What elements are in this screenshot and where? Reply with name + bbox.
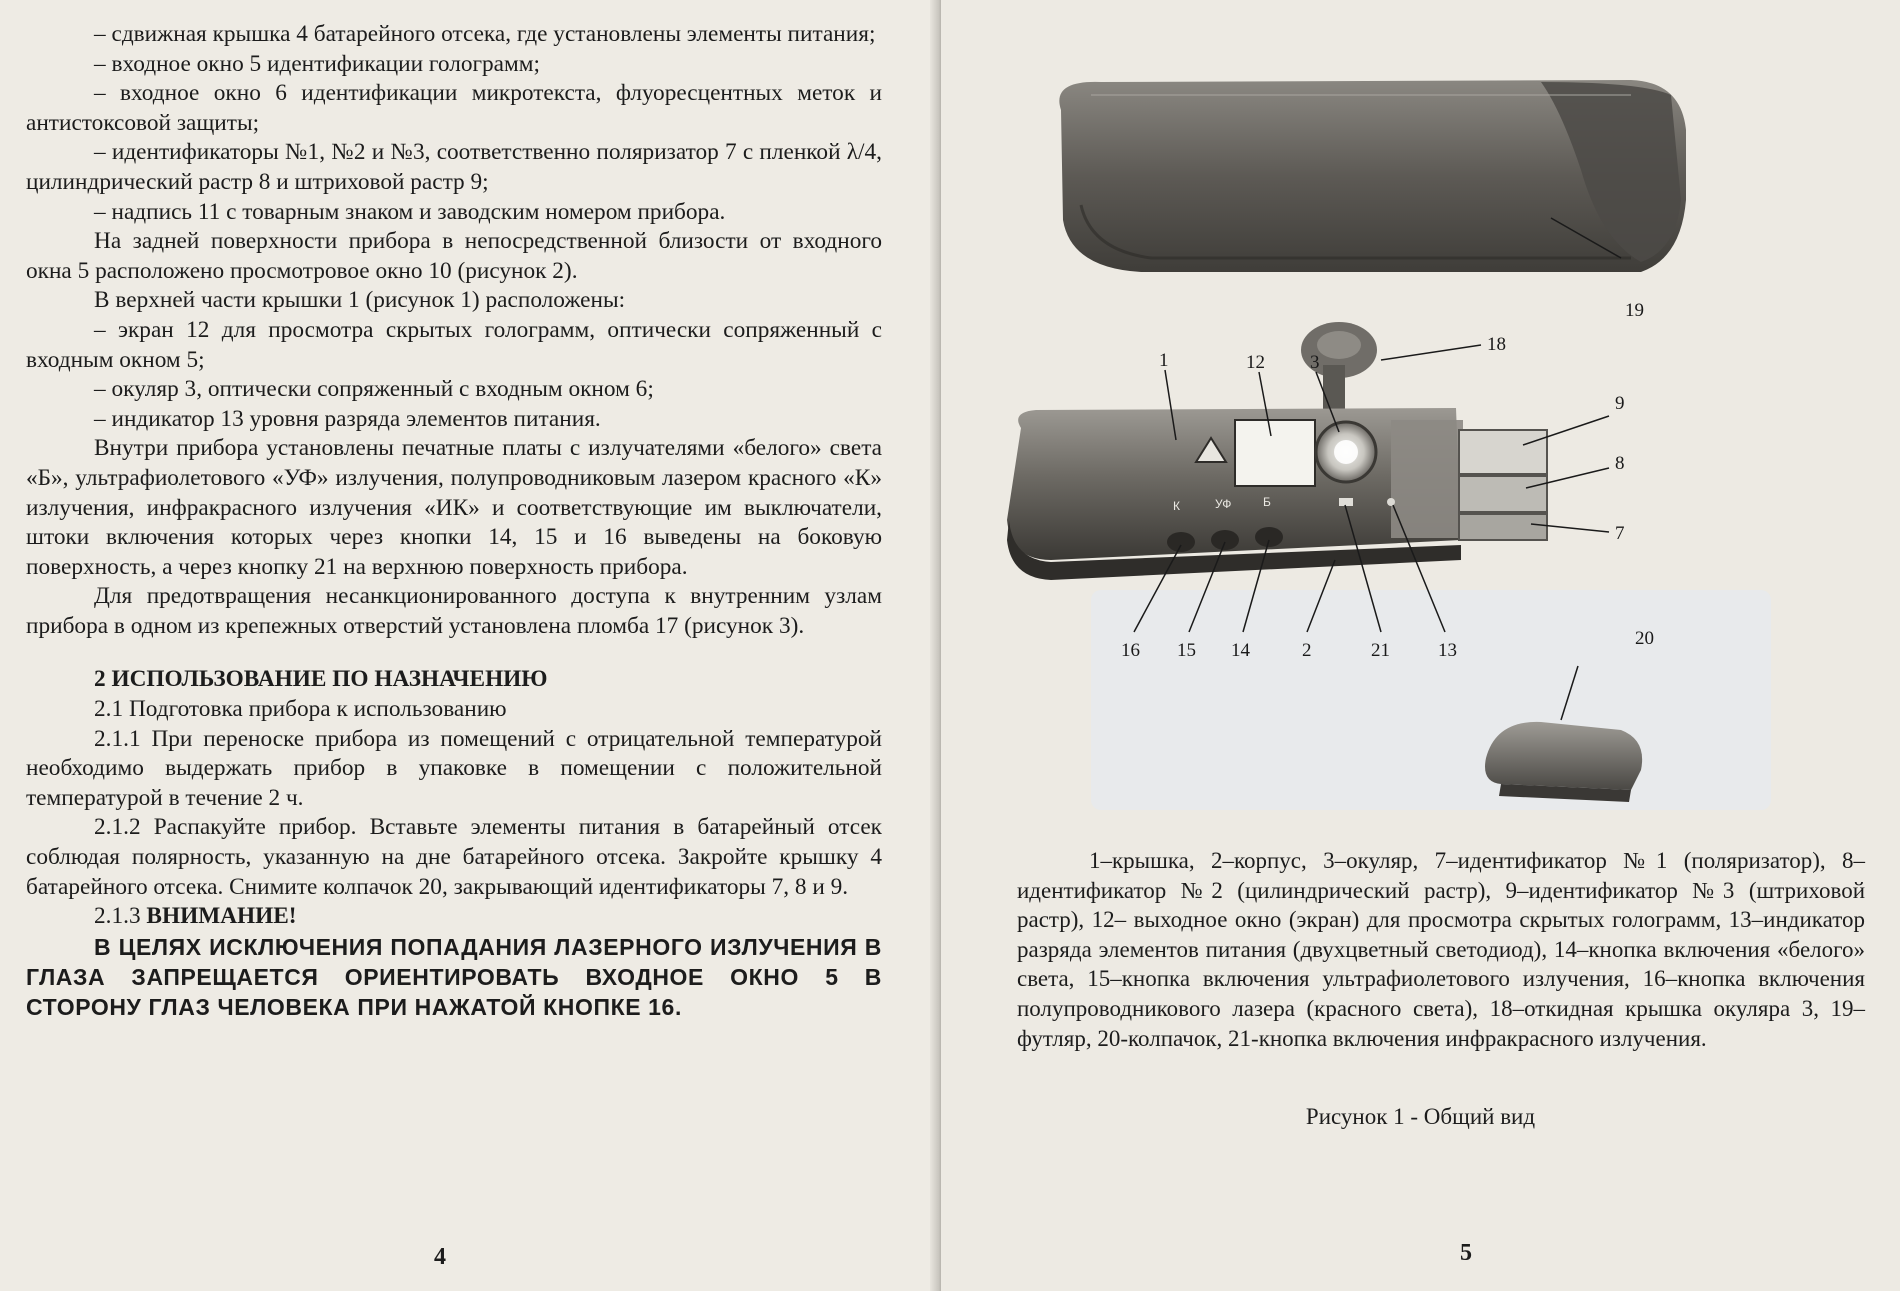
- subsection-title: 2.1 Подготовка прибора к использованию: [94, 696, 507, 723]
- callout-7: 7: [1615, 523, 1625, 544]
- paragraph: На задней поверхности прибора в непосредственной близости от входного окна 5 расположено просмотровое окно 10 (рисунок 2).: [26, 228, 882, 284]
- callout-20: 20: [1635, 628, 1654, 649]
- callout-21: 21: [1371, 640, 1390, 661]
- warning-text: В ЦЕЛЯХ ИСКЛЮЧЕНИЯ ПОПАДАНИЯ ЛАЗЕРНОГО ИЗЛУЧЕНИЯ В ГЛАЗА ЗАПРЕЩАЕТСЯ ОРИЕНТИРОВАТЬ ВХОДНОЕ ОКНО 5 В СТОРОНУ ГЛАЗ ЧЕЛОВЕКА ПРИ НАЖАТОЙ КНОПКЕ 16.: [26, 933, 882, 1020]
- callout-18: 18: [1487, 334, 1506, 355]
- paragraph: – надпись 11 с товарным знаком и заводским номером прибора.: [94, 198, 726, 225]
- case-image: [1059, 80, 1686, 272]
- callout-3: 3: [1310, 352, 1320, 373]
- mark-k-label: К: [1173, 499, 1180, 513]
- callout-19: 19: [1625, 300, 1644, 321]
- left-page: [0, 0, 937, 1291]
- page-number-left: 4: [434, 1244, 446, 1270]
- callout-13: 13: [1438, 640, 1457, 661]
- paragraph: – экран 12 для просмотра скрытых голограмм, оптически сопряженный с входным окном 5;: [26, 316, 882, 373]
- callout-9: 9: [1615, 393, 1625, 414]
- callout-2: 2: [1302, 640, 1312, 661]
- device-body-image: [1007, 408, 1547, 580]
- warning-label: ВНИМАНИЕ!: [146, 903, 297, 930]
- paragraph: 2.1.1 При переноске прибора из помещений с отрицательной температурой необходимо выдержать прибор в упаковке в помещении с положительной температурой в течение 2 ч.: [26, 725, 882, 811]
- paragraph: – индикатор 13 уровня разряда элементов питания.: [94, 405, 601, 432]
- paragraph: – сдвижная крышка 4 батарейного отсека, где установлены элементы питания;: [94, 21, 876, 47]
- paragraph: – входное окно 6 идентификации микротекста, флуоресцентных меток и антистоксовой защиты;: [26, 80, 882, 136]
- device-figure: [941, 0, 1900, 1291]
- callout-14: 14: [1231, 640, 1250, 661]
- right-page: [941, 0, 1900, 1291]
- figure-title: Рисунок 1 - Общий вид: [1305, 1104, 1536, 1129]
- callout-15: 15: [1177, 640, 1196, 661]
- callout-8: 8: [1615, 453, 1625, 474]
- figure-caption: [1017, 846, 1865, 1053]
- caption-text: 1–крышка, 2–корпус, 3–окуляр, 7–идентификатор №1 (поляризатор), 8–идентификатор №2 (цилиндрический растр), 9–идентификатор №3 (штриховой растр), 12– выходное окно (экран) для просмотра скрытых голограмм, 13–индикатор разряда элементов питания (двухцветный светодиод), 14–кнопка включения «белого» света, 15–кнопка включения ультрафиолетового излучения, 16–кнопка включения полупроводникового лазера (красного света), 18–откидная крышка окуляра 3, 19–футляр, 20-колпачок, 21-кнопка включения инфракрасного излучения.: [1017, 848, 1865, 1051]
- paragraph: 2.1.2 Распакуйте прибор. Вставьте элементы питания в батарейный отсек соблюдая полярность, указанную на дне батарейного отсека. Закройте крышку 4 батарейного отсека. Снимите колпачок 20, закрывающий идентификаторы 7, 8 и 9.: [26, 814, 882, 900]
- warning-heading: [26, 902, 882, 932]
- mark-b-label: Б: [1263, 495, 1271, 509]
- page-number-right: 5: [1460, 1240, 1472, 1266]
- paragraph: Внутри прибора установлены печатные платы с излучателями «белого» света «Б», ультрафиолетового «УФ» излучения, полупроводниковым лазером красного «К» излучения, инфракрасного излучения «ИК» и соответствующие им выключатели, штоки включения которых через кнопки 14, 15 и 16 выведены на боковую поверхность, а через кнопку 21 на верхнюю поверхность прибора.: [26, 435, 882, 580]
- callout-1: 1: [1159, 350, 1169, 371]
- paragraph: – окуляр 3, оптически сопряженный с входным окном 6;: [94, 376, 654, 403]
- left-page-text: [26, 20, 882, 1022]
- callout-12: 12: [1246, 352, 1265, 373]
- paragraph: – входное окно 5 идентификации голограмм;: [94, 50, 540, 77]
- paragraph: Для предотвращения несанкционированного доступа к внутренним узлам прибора в одном из крепежных отверстий установлена пломба 17 (рисунок 3).: [26, 583, 882, 639]
- callout-16: 16: [1121, 640, 1140, 661]
- paragraph: – идентификаторы №1, №2 и №3, соответственно поляризатор 7 с пленкой λ/4, цилиндрический растр 8 и штриховой растр 9;: [26, 139, 882, 195]
- mark-uf-label: УФ: [1215, 497, 1232, 511]
- paragraph: В верхней части крышки 1 (рисунок 1) расположены:: [94, 287, 626, 314]
- warning-number: 2.1.3: [94, 903, 141, 930]
- section-title: 2 ИСПОЛЬЗОВАНИЕ ПО НАЗНАЧЕНИЮ: [94, 666, 548, 693]
- cap-image: [1485, 722, 1642, 802]
